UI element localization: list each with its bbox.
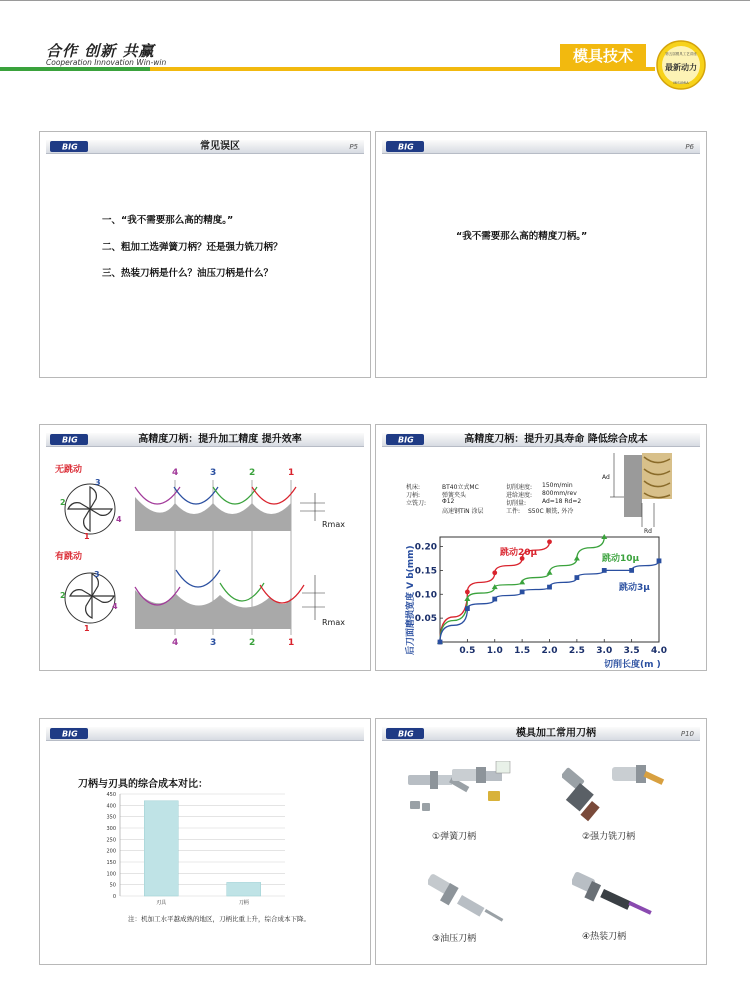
cutter-section-bottom: [60, 570, 118, 633]
slide-tool-life-chart: BIG 高精度刀柄：提升刃具寿命 降低综合成本 机床: BT40立式MC 切削速度: 150m/min 刀柄: 弹簧夹头 进给速度: 800mm/rev 立铣刀: Φ12 切削量: Ad=18 Rd=2 高速钢TiN 涂层 工件: S50C 顺铣, 外冷 Ad Rd 0.5 1.0 1.5 2.0 2.5 3.0 3.5 4.0 0.05 0.10 0.15 0.20 跳动20μ 跳动10μ 跳动3μ 后刀面磨损宽度 V b(mm) 切削长度(m ): [375, 424, 707, 671]
edge-label: 1: [288, 638, 295, 648]
page-number: P10: [680, 730, 694, 738]
tool-label: ①弹簧刀柄: [432, 832, 477, 842]
slide-runout-diagram: [39, 424, 371, 671]
svg-text:BIG: BIG: [62, 142, 78, 152]
y-tick-label: 350: [106, 814, 116, 821]
slide-p6: [375, 131, 707, 378]
x-tick-label: 2.5: [568, 646, 585, 656]
tool-label: ③油压刀柄: [432, 934, 477, 944]
y-tick-label: 0.05: [414, 614, 437, 625]
data-point: [465, 606, 470, 611]
y-tick-label: 0.10: [414, 590, 437, 601]
chart-heading: 刀柄与刃具的综合成本对比：: [78, 779, 208, 790]
y-tick-label: 0.20: [414, 542, 437, 553]
data-point: [464, 596, 470, 601]
series-label: 跳动10μ: [602, 554, 640, 564]
bar: [144, 801, 178, 896]
slide-title: 高精度刀柄：提升刃具寿命 降低综合成本: [464, 434, 648, 445]
edge-label: 4: [172, 468, 179, 478]
page-number: P6: [685, 143, 694, 151]
y-tick-label: 300: [106, 826, 116, 832]
data-point: [547, 539, 552, 544]
data-point: [492, 584, 498, 589]
y-tick-label: 400: [106, 803, 116, 810]
edge-label: 2: [249, 468, 256, 478]
workpiece-top: [135, 487, 345, 531]
x-tick-label: 3.0: [596, 646, 613, 656]
data-point: [492, 597, 497, 602]
data-point: [438, 640, 443, 645]
rmax-label: Rmax: [322, 618, 345, 627]
data-point: [574, 575, 579, 580]
list-item: 一、“我不需要那么高的精度。”: [102, 215, 234, 226]
data-point: [574, 555, 580, 560]
data-point: [465, 589, 470, 594]
data-point: [602, 568, 607, 573]
big-logo-icon: [386, 141, 424, 152]
list-item: 三、热装刀柄是什么？油压刀柄是什么？: [102, 268, 274, 279]
slide-title: 高精度刀柄：提升加工精度 提升效率: [138, 434, 302, 445]
cost-bar-chart: [40, 719, 371, 965]
svg-text:4: 4: [112, 602, 118, 611]
tool-wear-chart: [376, 425, 707, 671]
edge-label: 1: [288, 468, 295, 478]
has-runout-label: 有跳动: [55, 552, 83, 562]
x-tick-label: 4.0: [651, 646, 667, 656]
tool-label: ④热装刀柄: [582, 932, 627, 942]
logo-bottom-text: MISUMIA: [673, 81, 689, 85]
category-label: 刀柄: [238, 900, 249, 906]
y-tick-label: 150: [106, 860, 116, 866]
svg-text:BIG: BIG: [398, 729, 414, 739]
data-point: [629, 568, 634, 573]
y-tick-label: 200: [106, 848, 116, 855]
edge-label: 3: [210, 638, 217, 648]
data-point: [657, 558, 662, 563]
y-tick-label: 0.15: [414, 566, 437, 577]
edge-label: 3: [210, 468, 217, 478]
x-tick-label: 1.0: [486, 646, 503, 656]
svg-text:BIG: BIG: [398, 142, 414, 152]
workpiece-bottom: [135, 570, 345, 629]
top-rule: [0, 0, 750, 1]
svg-text:2: 2: [60, 591, 66, 600]
data-point: [520, 589, 525, 594]
x-tick-label: 3.5: [623, 646, 640, 656]
edge-label: 2: [249, 638, 256, 648]
chart-note: 注：机加工水平越成熟的地区，刀柄比重上升，综合成本下降。: [128, 915, 310, 923]
svg-text:1: 1: [84, 624, 90, 633]
ad-label: Ad: [602, 474, 610, 481]
category-label: 刃具: [156, 900, 167, 906]
series-label: 跳动20μ: [500, 548, 538, 558]
page-number: P5: [349, 143, 358, 151]
y-tick-label: 250: [106, 837, 116, 844]
slide-title: 常见误区: [200, 141, 240, 152]
svg-text:1: 1: [84, 532, 90, 541]
slide-p10: [375, 718, 707, 965]
data-point: [547, 570, 553, 575]
data-point: [519, 579, 525, 584]
motto-en: Cooperation Innovation Win-win: [46, 58, 167, 67]
list-item: 二、粗加工选弹簧刀柄？还是强力铣刀柄？: [102, 242, 283, 253]
rd-label: Rd: [644, 528, 652, 535]
svg-text:BIG: BIG: [62, 435, 78, 445]
x-tick-label: 1.5: [514, 646, 531, 656]
svg-text:2: 2: [60, 498, 66, 507]
x-axis-label: 切削长度(m ): [604, 660, 661, 670]
motto: 合作 创新 共赢: [46, 42, 155, 60]
data-point: [547, 585, 552, 590]
logo-main-text: 最新动力: [665, 63, 697, 72]
event-logo: [656, 40, 706, 90]
bar: [227, 882, 261, 896]
slide-title-bar: [46, 140, 364, 154]
rmax-label: Rmax: [322, 520, 345, 529]
collet-chuck-image: [404, 761, 516, 823]
hydraulic-chuck-image: [428, 865, 518, 927]
y-tick-label: 450: [106, 792, 116, 798]
quote-text: “我不需要那么高的精度刀柄。”: [456, 231, 588, 242]
tool-label: ②强力铣刀柄: [582, 832, 636, 842]
svg-text:4: 4: [116, 515, 122, 524]
slide-title-bar: [382, 727, 700, 741]
slide-cost-chart: [39, 718, 371, 965]
y-tick-label: 100: [106, 871, 116, 878]
big-logo-icon: [50, 141, 88, 152]
header-bar-green: [0, 67, 150, 71]
milling-chuck-image: [562, 759, 672, 829]
big-logo-icon: [386, 728, 424, 739]
series-label: 跳动3μ: [619, 583, 650, 593]
cutter-section-top: [60, 478, 122, 541]
logo-top-text: 第五届模具工艺讲座: [665, 52, 697, 56]
y-tick-label: 0: [112, 894, 116, 900]
svg-text:3: 3: [95, 478, 101, 487]
y-tick-label: 50: [109, 882, 116, 889]
slide-title-bar: [382, 140, 700, 154]
data-point: [492, 570, 497, 575]
svg-text:BIG: BIG: [398, 435, 414, 445]
slide-title: 模具加工常用刀柄: [516, 728, 596, 739]
edge-label: 4: [172, 638, 179, 648]
runout-diagram: [40, 425, 371, 671]
section-tag: 模具技术: [560, 44, 646, 68]
y-axis-label: 后刀面磨损宽度 V b(mm): [406, 545, 416, 655]
slide-p5: [39, 131, 371, 378]
no-runout-label: 无跳动: [55, 465, 83, 475]
shrink-fit-chuck-image: [572, 865, 662, 927]
svg-text:3: 3: [94, 570, 100, 579]
svg-text:BIG: BIG: [62, 729, 78, 739]
x-tick-label: 0.5: [459, 646, 476, 656]
x-tick-label: 2.0: [541, 646, 558, 656]
